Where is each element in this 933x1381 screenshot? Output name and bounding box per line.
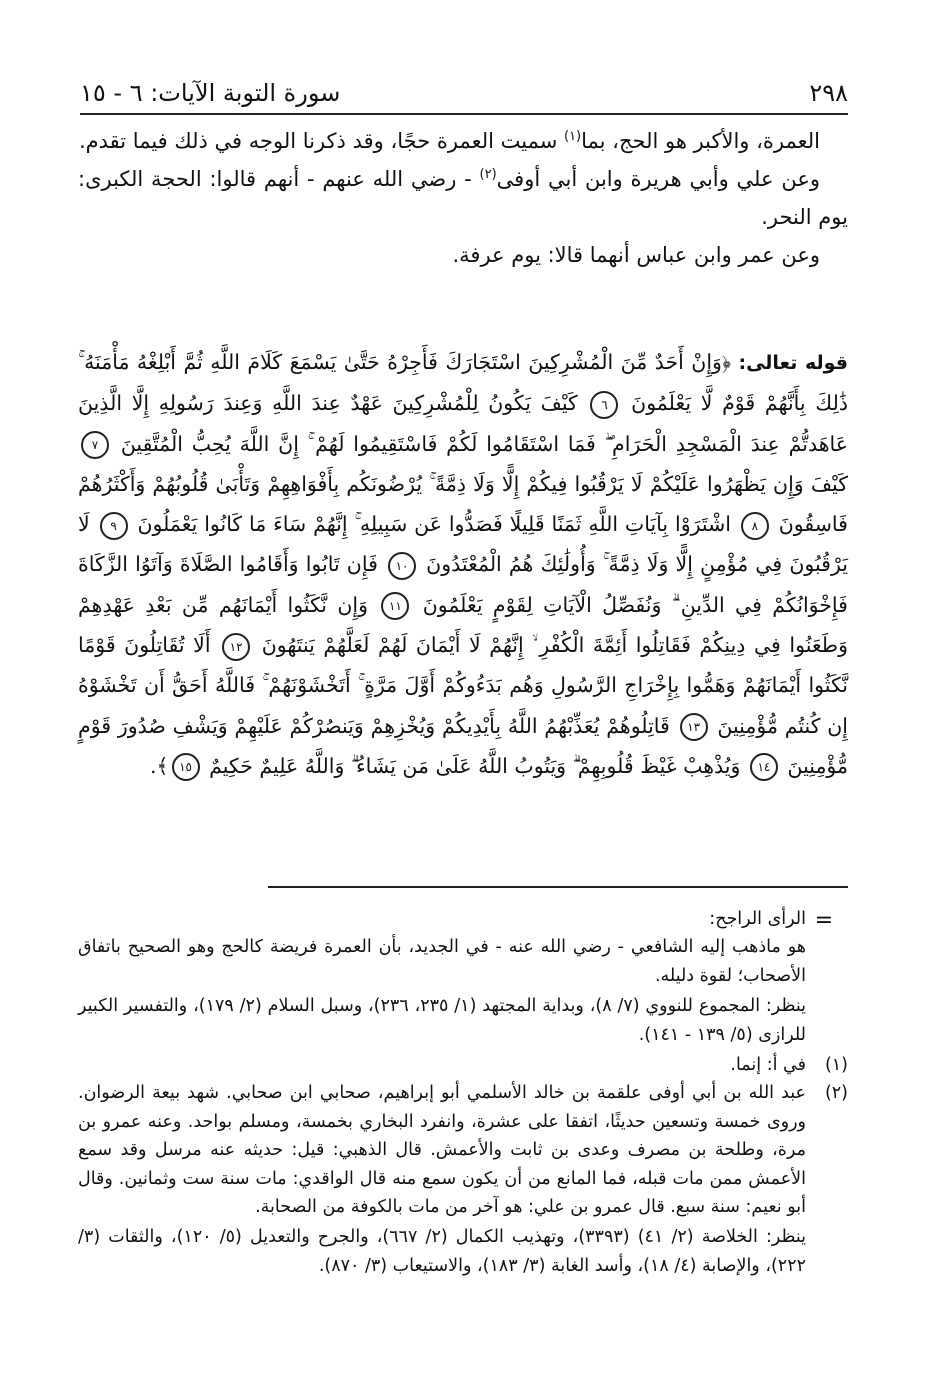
footnote-cont-text: هو ماذهب إليه الشافعي - رضي الله عنه - في الجديد، بأن العمرة فريضة كالحج وهو الصحيح باتفاق الأصحاب؛ لقوة دليله. <box>78 937 806 986</box>
ayah-number-icon: ٨ <box>741 512 769 540</box>
footnote-1 <box>78 1051 848 1079</box>
ayah-number-icon: ١٠ <box>388 552 416 580</box>
text-run: سميت العمرة حجًا، وقد ذكرنا الوجه في ذلك فيما تقدم. <box>78 129 564 153</box>
header-divider <box>80 113 848 115</box>
footnote-continuation-mark: = <box>814 908 833 933</box>
text-run: العمرة، والأكبر هو الحج، بما <box>581 129 820 153</box>
verse-15: وَيُذْهِبْ غَيْظَ قُلُوبِهِمْ ۗ وَيَتُوبُ اللَّهُ عَلَىٰ مَن يَشَاءُ ۗ وَاللَّهُ عَلِيمٌ حَكِيمٌ <box>209 753 741 778</box>
ayah-number-icon: ١٤ <box>750 753 778 781</box>
verse-14: قَاتِلُوهُمْ يُعَذِّبْهُمُ اللَّهُ بِأَيْدِيكُمْ وَيُخْزِهِمْ وَيَنصُرْكُمْ عَلَيْهِمْ وَيَشْفِ صُدُورَ قَوْمٍ مُّؤْمِنِينَ <box>78 713 848 778</box>
verse-6: وَإِنْ أَحَدٌ مِّنَ الْمُشْرِكِينَ اسْتَجَارَكَ فَأَجِرْهُ حَتَّىٰ يَسْمَعَ كَلَامَ اللَّهِ ثُمَّ أَبْلِغْهُ مَأْمَنَهُ ۚ ذَٰلِكَ بِأَنَّهُمْ قَوْمٌ لَّا يَعْلَمُونَ <box>78 350 848 416</box>
paragraph <box>78 122 848 160</box>
footnote-divider <box>268 886 848 888</box>
footnotes <box>78 905 848 1280</box>
verse-7: كَيْفَ يَكُونُ لِلْمُشْرِكِينَ عَهْدٌ عِندَ اللَّهِ وَعِندَ رَسُولِهِ إِلَّا الَّذِينَ عَاهَدتُّمْ عِندَ الْمَسْجِدِ الْحَرَامِ ۖ فَمَا اسْتَقَامُوا لَكُمْ فَاسْتَقِيمُوا لَهُمْ ۚ إِنَّ اللَّهَ يُحِبُّ الْمُتَّقِينَ <box>78 391 848 456</box>
ornate-close-bracket: ﴾. <box>150 753 169 778</box>
ayah-number-icon: ١٣ <box>680 713 708 741</box>
footnote-number: (١) <box>824 1055 848 1076</box>
ayah-number-icon: ٧ <box>81 431 109 459</box>
verse-12: وَإِن نَّكَثُوا أَيْمَانَهُم مِّن بَعْدِ عَهْدِهِمْ وَطَعَنُوا فِي دِينِكُمْ فَقَاتِلُوا أَئِمَّةَ الْكُفْرِ ۙ إِنَّهُمْ لَا أَيْمَانَ لَهُمْ لَعَلَّهُمْ يَنتَهُونَ <box>78 592 848 658</box>
chapter-title: سورة التوبة الآيات: ٦ - ١٥ <box>80 79 341 107</box>
page-number: ٢٩٨ <box>809 79 848 107</box>
ayah-number-icon: ٦ <box>590 391 618 419</box>
footnote-number: (٢) <box>824 1083 848 1104</box>
footnote-text: عبد الله بن أبي أوفى علقمة بن خالد الأسلمي أبو إبراهيم، صحابي ابن صحابي. شهد بيعة الرضوان. وروى خمسة وتسعين حديثًا، اتفقا على عشرة، وانفرد البخاري بخمسة، ومسلم بواحد. وعنه عمرو بن مرة، وطلحة بن مصرف وعدى بن ثابت والأعمش. قال الذهبي: قيل: حديثه عنه مرسل وقد سمع الأعمش ممن مات قبله، فما المانع من أن يكون سمع منه قال الواقدي: مات سنة ست وثمانين. وقال أبو نعيم: سنة سبع. قال عمرو بن علي: هو آخر من مات بالكوفة من الصحابة. <box>78 1083 806 1218</box>
paragraph: وعن عمر وابن عباس أنهما قالا: يوم عرفة. <box>452 243 820 267</box>
ayah-number-icon: ٩ <box>100 512 128 540</box>
text-run: - رضي الله عنهم - أنهم قالوا: الحجة الكبرى: يوم النحر. <box>78 167 848 229</box>
footnote-ref-1[interactable]: (١) <box>563 129 582 144</box>
ayah-number-icon: ١٥ <box>172 753 200 781</box>
ayah-number-icon: ١١ <box>381 592 409 620</box>
footnote-2-refs: ينظر: الخلاصة (٢/ ٤١) (٣٣٩٣)، وتهذيب الكمال (٢/ ٦٦٧)، والجرح والتعديل (٥/ ١٢٠)، والثقات (٣/ ٢٢٢)، والإصابة (٤/ ١٨)، وأسد الغابة (٣/ ١٨٣)، والاستيعاب (٣/ ٨٧٠). <box>78 1227 807 1276</box>
footnote-ref-2[interactable]: (٢) <box>479 167 497 182</box>
text-run: وعن علي وأبي هريرة وابن أبي أوفى <box>496 167 820 191</box>
footnote-cont-title: الرأى الراجح: <box>709 909 806 929</box>
footnote-text: في أ: إنما. <box>730 1055 806 1076</box>
verse-8: كَيْفَ وَإِن يَظْهَرُوا عَلَيْكُمْ لَا يَرْقُبُوا فِيكُمْ إِلًّا وَلَا ذِمَّةً ۚ يُرْضُونَكُم بِأَفْوَاهِهِمْ وَتَأْبَىٰ قُلُوبُهُمْ وَأَكْثَرُهُمْ فَاسِقُونَ <box>78 471 848 537</box>
footnote-cont-refs: ينظر: المجموع للنووي (٧/ ٨)، وبداية المجتهد (١/ ٢٣٥، ٢٣٦)، وسبل السلام (٢/ ١٧٩)، والتفسير الكبير للرازى (٥/ ١٣٩ - ١٤١). <box>78 996 806 1045</box>
running-header <box>80 68 848 108</box>
ornate-open-bracket: ﴿ <box>721 350 739 374</box>
verse-intro-label: قوله تعالى: <box>738 352 848 374</box>
verse-9: اشْتَرَوْا بِآيَاتِ اللَّهِ ثَمَنًا قَلِيلًا فَصَدُّوا عَن سَبِيلِهِ ۚ إِنَّهُمْ سَاءَ مَا كَانُوا يَعْمَلُونَ <box>137 512 731 537</box>
commentary-text <box>78 122 848 274</box>
ayah-number-icon: ١٢ <box>222 633 250 661</box>
footnote-2 <box>78 1079 848 1221</box>
paragraph <box>78 160 848 236</box>
verse-10: لَا يَرْقُبُونَ فِي مُؤْمِنٍ إِلًّا وَلَا ذِمَّةً ۚ وَأُولَٰئِكَ هُمُ الْمُعْتَدُونَ <box>78 512 848 577</box>
quran-verses <box>78 342 848 786</box>
verse-11: فَإِن تَابُوا وَأَقَامُوا الصَّلَاةَ وَآتَوُا الزَّكَاةَ فَإِخْوَانُكُمْ فِي الدِّينِ ۗ وَنُفَصِّلُ الْآيَاتِ لِقَوْمٍ يَعْلَمُونَ <box>78 552 848 617</box>
verse-13: أَلَا تُقَاتِلُونَ قَوْمًا نَّكَثُوا أَيْمَانَهُمْ وَهَمُّوا بِإِخْرَاجِ الرَّسُولِ وَهُم بَدَءُوكُمْ أَوَّلَ مَرَّةٍ ۚ أَتَخْشَوْنَهُمْ ۚ فَاللَّهُ أَحَقُّ أَن تَخْشَوْهُ إِن كُنتُم مُّؤْمِنِينَ <box>78 633 848 738</box>
